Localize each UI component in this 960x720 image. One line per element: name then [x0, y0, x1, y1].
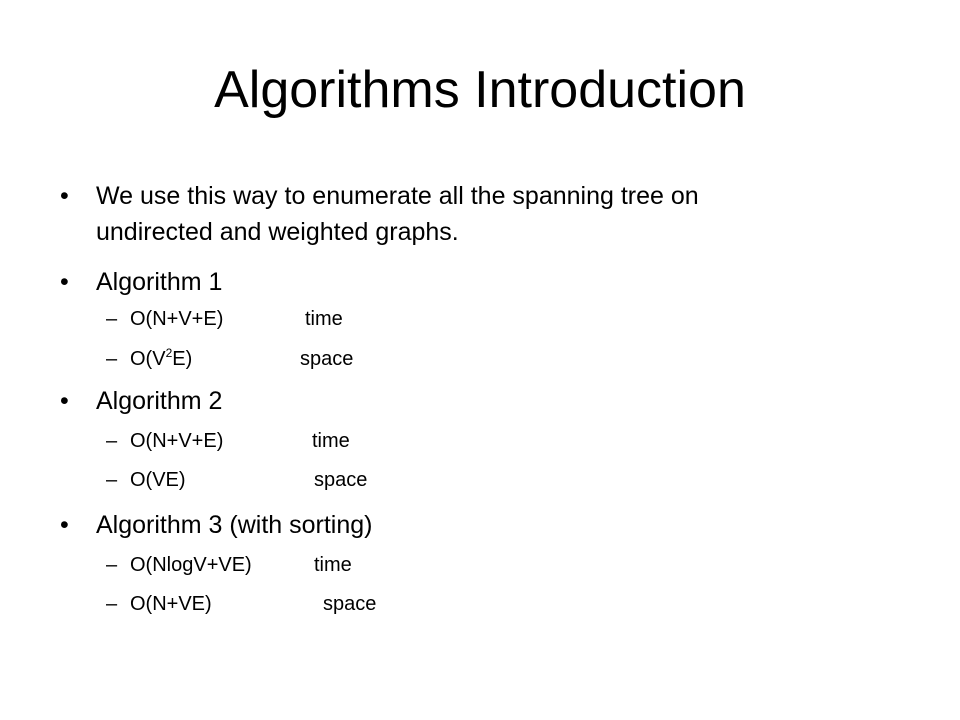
- algorithm-1-space-unit: space: [300, 348, 354, 370]
- bullet-marker: •: [60, 511, 69, 539]
- algorithm-2-space-expr: O(VE): [130, 469, 186, 491]
- algorithm-3-time-unit: time: [314, 554, 352, 576]
- bullet-marker: •: [60, 268, 69, 296]
- dash-marker: –: [106, 430, 118, 452]
- algorithm-2-time-unit: time: [312, 430, 350, 452]
- algorithm-3-label: Algorithm 3 (with sorting): [96, 511, 373, 539]
- dash-marker: –: [106, 554, 118, 576]
- algorithm-2-space-unit: space: [314, 469, 368, 491]
- bullet-marker: •: [60, 182, 69, 210]
- dash-marker: –: [106, 469, 118, 491]
- bullet-intro-line-2: undirected and weighted graphs.: [96, 218, 459, 246]
- algorithm-1-label: Algorithm 1: [96, 268, 223, 296]
- algorithm-1-time-unit: time: [305, 308, 343, 330]
- expr-superscript: 2: [165, 346, 173, 360]
- algorithm-3-space-unit: space: [323, 593, 377, 615]
- expr-part: O(V: [130, 348, 166, 370]
- algorithm-3-time-expr: O(NlogV+VE): [130, 554, 252, 576]
- algorithm-1-time-expr: O(N+V+E): [130, 308, 224, 330]
- bullet-marker: •: [60, 387, 69, 415]
- algorithm-3-space-expr: O(N+VE): [130, 593, 212, 615]
- bullet-intro: [60, 179, 920, 249]
- slide-title: Algorithms Introduction: [214, 61, 746, 119]
- expr-part: E): [172, 348, 193, 370]
- algorithm-1-space-expr: [130, 346, 192, 372]
- algorithm-2-time-expr: O(N+V+E): [130, 430, 224, 452]
- dash-marker: –: [106, 593, 118, 615]
- dash-marker: –: [106, 308, 118, 330]
- algorithm-2-label: Algorithm 2: [96, 387, 223, 415]
- dash-marker: –: [106, 348, 118, 370]
- bullet-intro-line-1: We use this way to enumerate all the spanning tree on: [96, 182, 699, 210]
